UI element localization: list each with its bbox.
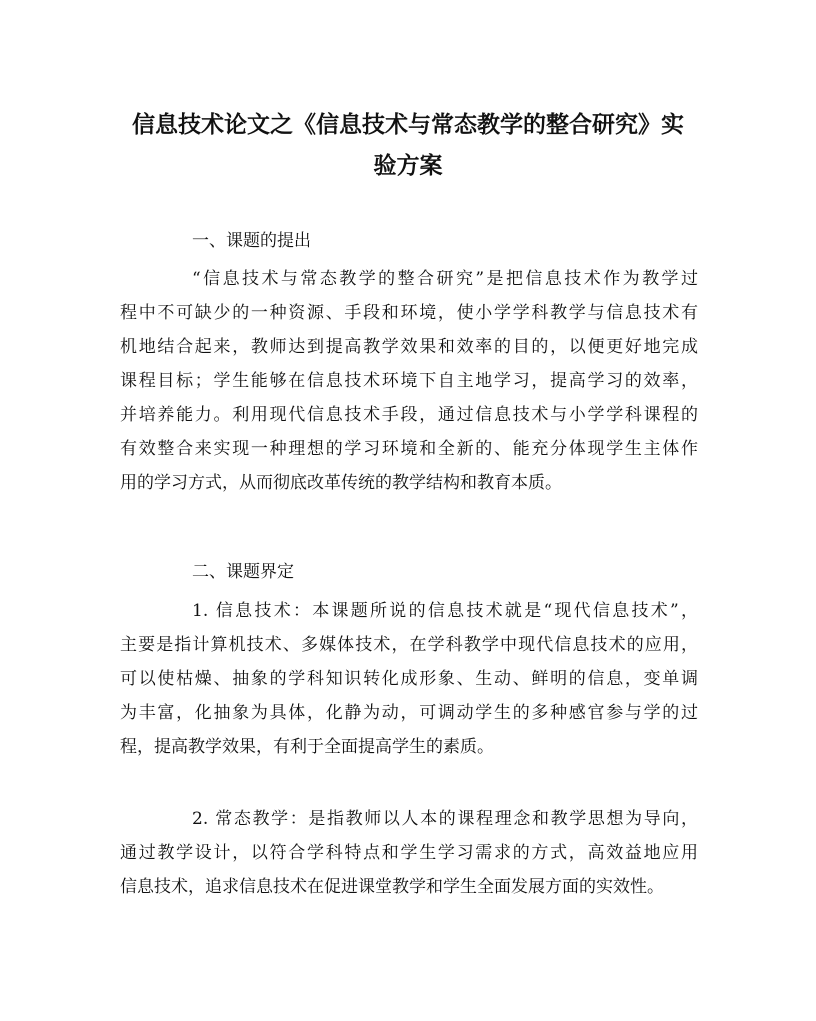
section-1-paragraph (120, 262, 698, 500)
document-title-line-1: 信息技术论文之《信息技术与常态教学的整合研究》实 (132, 111, 684, 138)
paragraph-line: 有效整合来实现一种理想的学习环境和全新的、能充分体现学生主体作 (120, 439, 698, 459)
definition-item-2 (120, 802, 698, 904)
paragraph-line: 1. 信息技术：本课题所说的信息技术就是“现代信息技术”， (192, 601, 698, 621)
section-2-heading-text: 二、课题界定 (192, 562, 294, 582)
paragraph-line: 信息技术，追求信息技术在促进课堂教学和学生全面发展方面的实效性。 (120, 877, 664, 897)
section-1-heading (120, 224, 698, 258)
paragraph-line: 为丰富，化抽象为具体，化静为动，可调动学生的多种感官参与学的过 (120, 703, 698, 723)
paragraph-line: 用的学习方式，从而彻底改革传统的教学结构和教育本质。 (120, 473, 562, 493)
paragraph-line: “信息技术与常态教学的整合研究”是把信息技术作为教学过 (192, 269, 698, 289)
paragraph-line: 通过教学设计，以符合学科特点和学生学习需求的方式，高效益地应用 (120, 843, 698, 863)
paragraph-line: 程中不可缺少的一种资源、手段和环境，使小学学科教学与信息技术有 (120, 303, 698, 323)
paragraph-line: 程，提高教学效果，有利于全面提高学生的素质。 (120, 737, 494, 757)
definition-item-1 (120, 594, 698, 764)
paragraph-line: 机地结合起来，教师达到提高教学效果和效率的目的，以便更好地完成 (120, 337, 698, 357)
paragraph-line: 并培养能力。利用现代信息技术手段，通过信息技术与小学学科课程的 (120, 405, 698, 425)
section-1-heading-text: 一、课题的提出 (192, 231, 311, 251)
paragraph-line: 2. 常态教学：是指教师以人本的课程理念和教学思想为导向， (192, 809, 698, 829)
paragraph-line: 主要是指计算机技术、多媒体技术，在学科教学中现代信息技术的应用， (120, 635, 698, 655)
paragraph-line: 可以使枯燥、抽象的学科知识转化成形象、生动、鲜明的信息，变单调 (120, 669, 698, 689)
paragraph-line: 课程目标；学生能够在信息技术环境下自主地学习，提高学习的效率， (120, 371, 698, 391)
section-2-heading (120, 555, 698, 589)
document-title-line-2: 验方案 (373, 152, 443, 179)
